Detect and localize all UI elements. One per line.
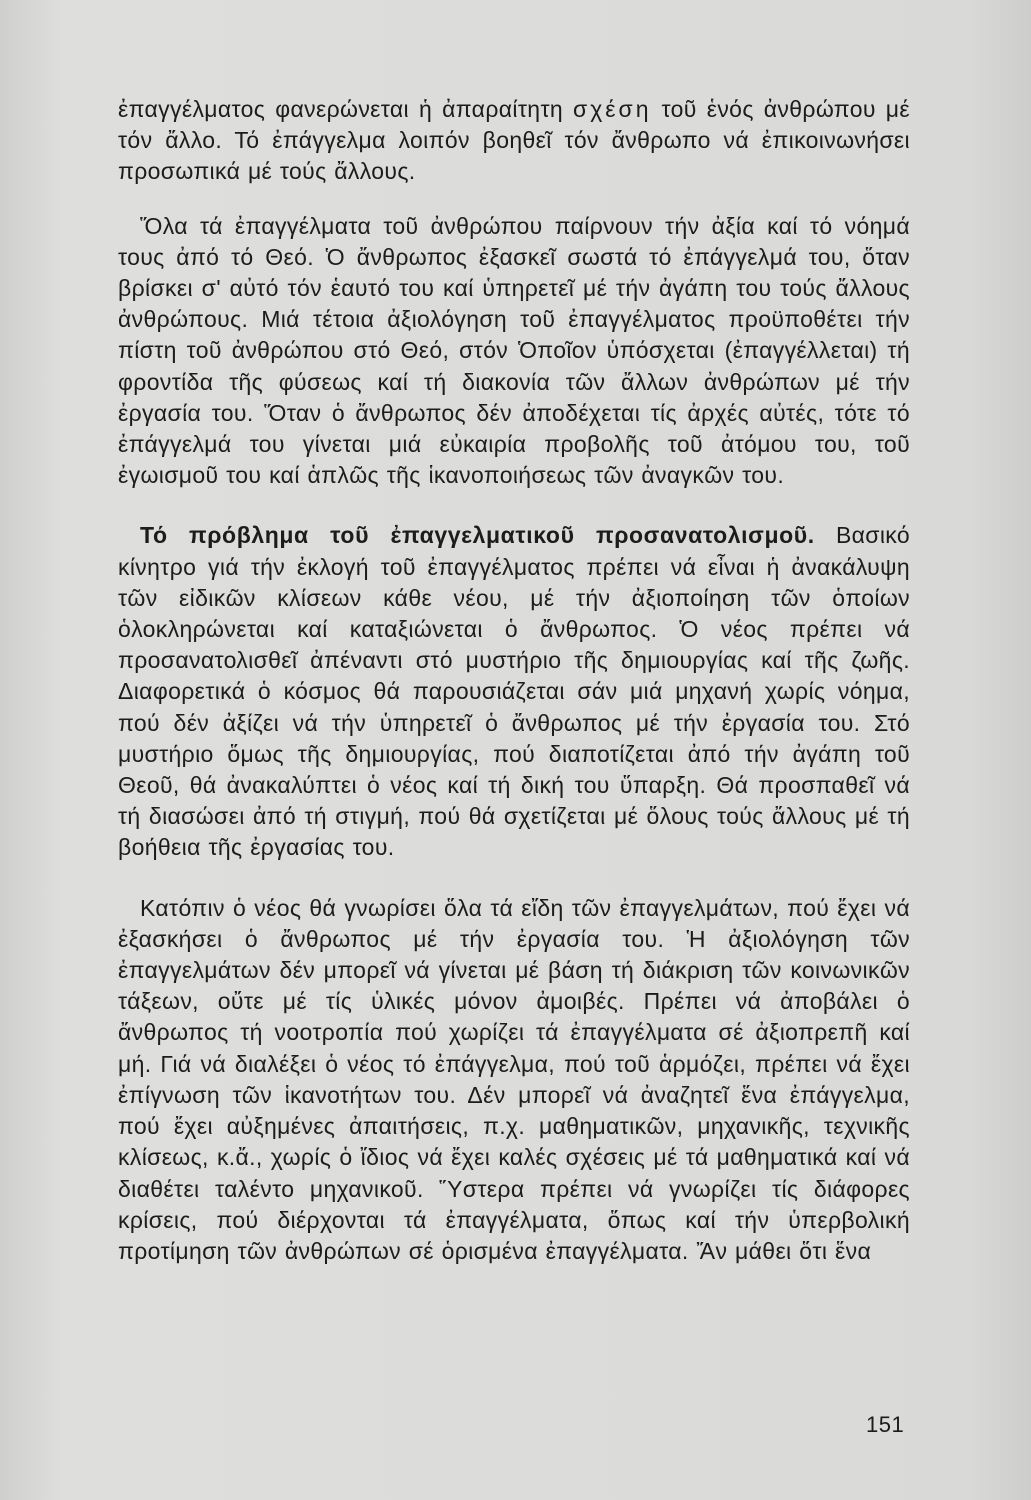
section-heading: Τό πρόβλημα τοῦ ἐπαγγελματικοῦ προσανατολισμοῦ. — [140, 522, 815, 549]
paragraph-1-start: ἐπαγγέλματος φανερώνεται ἡ ἀπαραίτητη — [118, 96, 574, 122]
paragraph-3 — [118, 520, 910, 863]
paragraph-1 — [118, 94, 910, 188]
paragraph-1-end: τοῦ ἑνός ἀνθρώπου μέ τόν ἄλλο. Τό ἐπάγγελμα λοιπόν βοηθεῖ τόν ἄνθρωπο νά ἐπικοινωνήσει προσωπικά μέ τούς ἄλλους. — [118, 96, 910, 185]
emphasized-word: σχέση — [573, 96, 652, 122]
paragraph-2: Ὅλα τά ἐπαγγέλματα τοῦ ἀνθρώπου παίρνουν τήν ἀξία καί τό νόημά τους ἀπό τό Θεό. Ὁ ἄνθρωπος ἐξασκεῖ σωστά τό ἐπάγγελμά του, ὅταν βρίσκει σ' αὐτό τόν ἑαυτό του καί ὑπηρετεῖ μέ τήν ἀγάπη του τούς ἄλλους ἀνθρώπους. Μιά τέτοια ἀξιολόγηση τοῦ ἐπαγγέλματος προϋποθέτει τήν πίστη τοῦ ἀνθρώπου στό Θεό, στόν Ὁποῖον ὑπόσχεται (ἐπαγγέλλεται) τή φροντίδα τῆς φύσεως καί τή διακονία τῶν ἄλλων ἀνθρώπων μέ τήν ἐργασία του. Ὅταν ὁ ἄνθρωπος δέν ἀποδέχεται τίς ἀρχές αὐτές, τότε τό ἐπάγγελμά του γίνεται μιά εὐκαιρία προβολῆς τοῦ ἀτόμου του, τοῦ ἐγωισμοῦ του καί ἁπλῶς τῆς ἱκανοποιήσεως τῶν ἀναγκῶν του. — [118, 212, 910, 489]
paragraph-4: Κατόπιν ὁ νέος θά γνωρίσει ὅλα τά εἴδη τῶν ἐπαγγελμάτων, πού ἔχει νά ἐξασκήσει ὁ ἄνθρωπος μέ τήν ἐργασία του. Ἡ ἀξιολόγηση τῶν ἐπαγγελμάτων δέν μπορεῖ νά γίνεται μέ βάση τή διάκριση τῶν κοινωνικῶν τάξεων, οὔτε μέ τίς ὑλικές μόνον ἀμοιβές. Πρέπει νά ἀποβάλει ὁ ἄνθρωπος τή νοοτροπία πού χωρίζει τά ἐπαγγέλματα σέ ἀξιοπρεπῆ καί μή. Γιά νά διαλέξει ὁ νέος τό ἐπάγγελμα, πού τοῦ ἁρμόζει, πρέπει νά ἔχει ἐπίγνωση τῶν ἱκανοτήτων του. Δέν μπορεῖ νά ἀναζητεῖ ἕνα ἐπάγγελμα, πού ἔχει αὐξημένες ἀπαιτήσεις, π.χ. μαθηματικῶν, μηχανικῆς, τεχνικῆς κλίσεως, κ.ἄ., χωρίς ὁ ἴδιος νά ἔχει καλές σχέσεις μέ τά μαθηματικά καί νά διαθέτει ταλέντο μηχανικοῦ. Ὕστερα πρέπει νά γνωρίζει τίς διάφορες κρίσεις, πού διέρχονται τά ἐπαγγέλματα, ὅπως καί τήν ὑπερβολική προτίμηση τῶν ἀνθρώπων σέ ὁρισμένα ἐπαγγέλματα. Ἄν μάθει ὅτι ἕνα — [118, 894, 910, 1264]
paragraph-3-body: Βασικό κίνητρο γιά τήν ἐκλογή τοῦ ἐπαγγέλματος πρέπει νά εἶναι ἡ ἀνακάλυψη τῶν εἰδικῶν κλίσεων κάθε νέου, μέ τήν ἀξιοποίηση τῶν ὁποίων ὁλοκληρώνεται καί καταξιώνεται ὁ ἄνθρωπος. Ὁ νέος πρέπει νά προσανατολισθεῖ ἀπέναντι στό μυστήριο τῆς δημιουργίας καί τῆς ζωῆς. Διαφορετικά ὁ κόσμος θά παρουσιάζεται σάν μιά μηχανή χωρίς νόημα, πού δέν ἀξίζει νά τήν ὑπηρετεῖ ὁ ἄνθρωπος μέ τήν ἐργασία του. Στό μυστήριο ὅμως τῆς δημιουργίας, πού διαποτίζεται ἀπό τήν ἀγάπη τοῦ Θεοῦ, θά ἀνακαλύπτει ὁ νέος καί τή δική του ὕπαρξη. Θά προσπαθεῖ νά τή διασώσει ἀπό τή στιγμή, πού θά σχετίζεται μέ ὅλους τούς ἄλλους μέ τή βοήθεια τῆς ἐργασίας του. — [118, 522, 911, 861]
page-body — [118, 94, 910, 1267]
page-number: 151 — [866, 1412, 905, 1437]
